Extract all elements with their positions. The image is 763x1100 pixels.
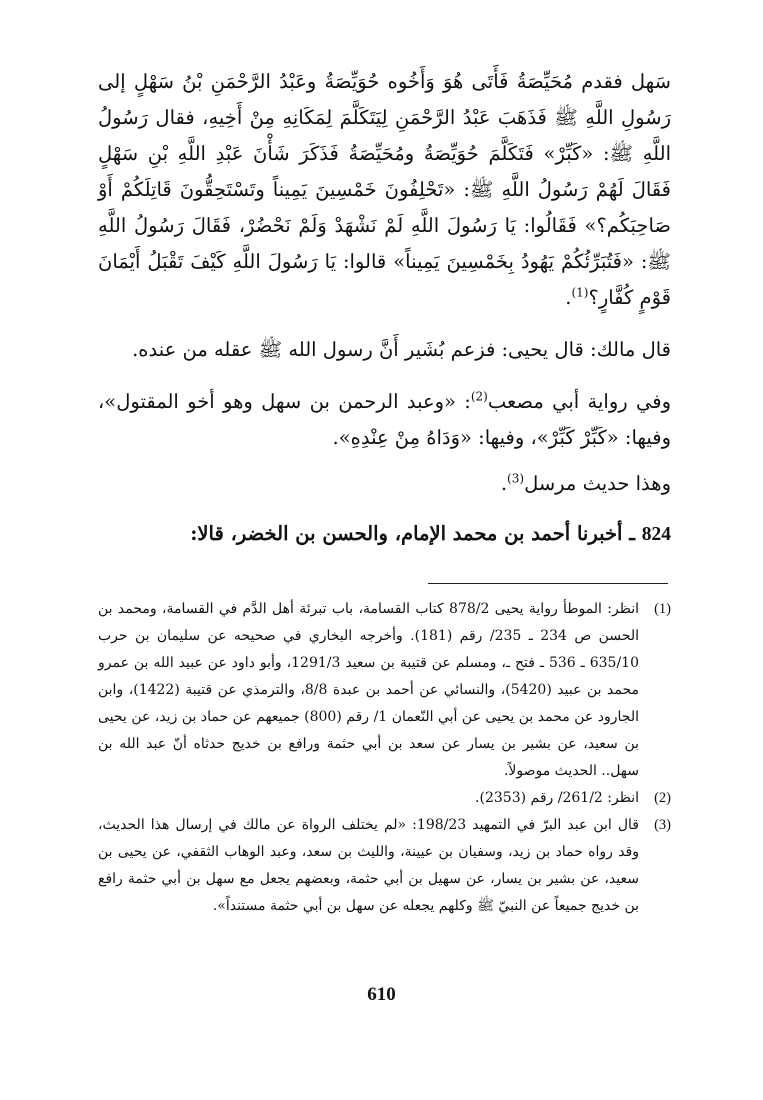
footnote-number: (3) (654, 817, 671, 833)
riwaya-text: : «وعبد الرحمن بن سهل وهو أخو المقتول»، وفيها: «كَبِّرْ كَبِّرْ»، وفيها: «وَدَاهُ مِنْ عِنْدِهِ». (98, 390, 671, 449)
footnote-text: قال ابن عبد البرّ في التمهيد 198/23: «لم يختلف الرواة عن مالك في إرسال هذا الحديث، وقد رواه حماد بن زيد، وسفيان بن عيينة، والليث بن سعد، وعبد الوهاب الثقفي، عن يحيى بن سعيد، عن بشير بن يسار، عن سهيل بن أبي حثمة، وبعضهم يجعل مع سهل بن أبي حثمة رافع بن خديج جميعاً عن النبيّ ﷺ وكلهم يجعله عن سهل بن أبي حثمة مستنداً». (98, 817, 639, 914)
footnote-ref: (1) (571, 285, 589, 300)
footnote-2 (98, 785, 671, 812)
footnote-text: انظر: 261/2/ رقم (2353). (475, 790, 639, 806)
footnotes (98, 596, 671, 920)
riwaya-paragraph (98, 384, 671, 456)
hadith-number: 824 (641, 524, 671, 545)
mursal-text: وهذا حديث مرسل (524, 472, 671, 495)
footnote-3 (98, 812, 671, 920)
footnote-number: (1) (654, 601, 671, 617)
footnote-ref: (3) (507, 471, 525, 486)
mursal-note (98, 466, 671, 502)
main-text (98, 64, 671, 553)
footnote-divider (428, 583, 668, 584)
riwaya-intro: وفي رواية أبي مصعب (487, 390, 671, 413)
isnad-text: ـ أخبرنا أحمد بن محمد الإمام، والحسن بن الخضر، قالا: (190, 522, 642, 545)
punctuation: . (500, 472, 508, 495)
footnote-1 (98, 596, 671, 785)
footnote-ref: (2) (470, 389, 488, 404)
next-hadith (98, 516, 671, 553)
hadith-paragraph (98, 64, 671, 316)
malik-comment: قال مالك: قال يحيى: فزعم بُشَير أَنَّ رسول الله ﷺ عقله من عنده. (132, 338, 671, 361)
hadith-text: سَهل فقدم مُحَيِّصَةُ فَأَتَى هُوَ وَأَخُوه حُوَيِّصَةُ وعَبْدُ الرَّحْمَنِ بْنُ سَهْلٍ إلى رَسُولِ اللَّهِ ﷺ فَذَهَبَ عَبْدُ الرَّحْمَنِ لِيَتَكَلَّمَ لِمَكَانِهِ مِنْ أَخِيهِ، فقال رَسُولُ اللَّهِ ﷺ: «كَبِّرْ» فَتَكَلَّمَ حُوَيِّصَةُ ومُحَيِّصَةُ فَذَكَرَ شَأْنَ عَبْدِ اللَّهِ بْنِ سَهْلٍ فَقَالَ لَهُمْ رَسُولُ اللَّهِ ﷺ: «تَحْلِفُونَ خَمْسِينَ يَمِيناً وتَسْتَحِقُّونَ قَاتِلَكُمْ أَوْ صَاحِبَكُم؟» فَقَالُوا: يَا رَسُولَ اللَّهِ لَمْ نَشْهَدْ وَلَمْ نَحْضُرْ، فَقَالَ رَسُولُ اللَّهِ ﷺ: «فَتُبَرِّئُكُمْ يَهُودُ بِخَمْسِينَ يَمِيناً» قالوا: يَا رَسُولَ اللَّهِ كَيْفَ تَقْبَلُ أَيْمَانَ قَوْمٍ كُفَّارٍ؟ (98, 70, 671, 309)
page-number: 610 (367, 984, 396, 1005)
punctuation: . (565, 286, 572, 309)
footnote-text: انظر: الموطأ رواية يحيى 878/2 كتاب القسامة، باب تبرئة أهل الدَّم في القسامة، ومحمد بن الحسن ص 234 ـ 235/ رقم (181). وأخرجه البخاري في صحيحه عن سليمان بن حرب 635/10 ـ 536 ـ فتح ـ، ومسلم عن قتيبة بن سعيد 1291/3، وأبو داود عن عبيد الله بن عمرو محمد بن عبيد (5420)، والنسائي عن أحمد بن عبدة 8/8، والترمذي عن قتيبة (1422)، وابن الجارود عن محمد بن يحيى عن أبي النّعمان 1/ رقم (800) جميعهم عن حماد بن زيد، عن يحيى بن سعيد، عن بشير بن يسار عن سعد بن أبي حثمة ورافع بن خديج حدثاه أنّ عبد الله بن سهل.. الحديث موصولاً. (98, 601, 639, 779)
footnote-number: (2) (654, 790, 671, 806)
